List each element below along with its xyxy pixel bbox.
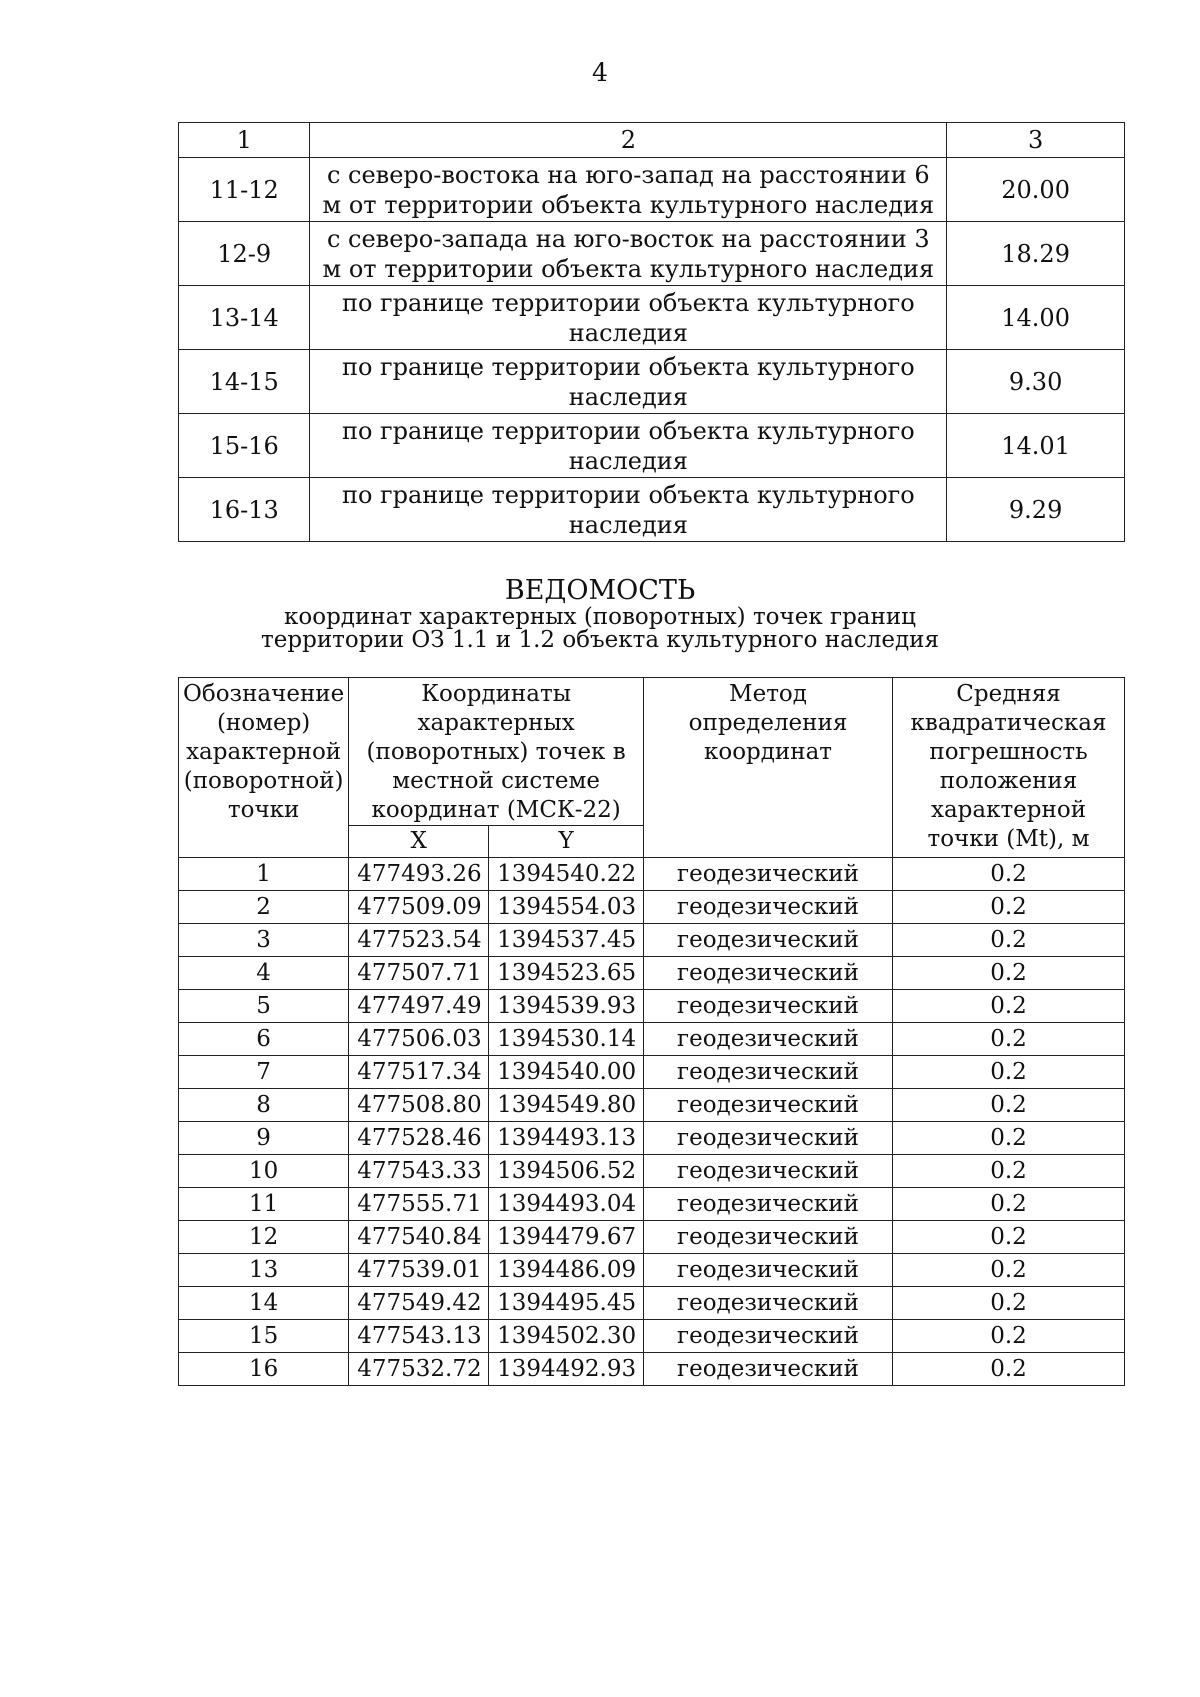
y-coordinate-cell: 1394540.00 bbox=[489, 1056, 644, 1089]
method-cell: геодезический bbox=[644, 1221, 893, 1254]
length-cell: 9.29 bbox=[947, 478, 1125, 542]
error-cell: 0.2 bbox=[893, 1353, 1125, 1386]
method-cell: геодезический bbox=[644, 957, 893, 990]
description-cell: с северо-запада на юго-восток на расстоянии 3 м от территории объекта культурного наследия bbox=[310, 222, 947, 286]
table-row bbox=[179, 891, 1125, 924]
segment-cell: 13-14 bbox=[179, 286, 310, 350]
table-row bbox=[179, 1155, 1125, 1188]
error-cell: 0.2 bbox=[893, 1023, 1125, 1056]
boundary-table bbox=[178, 122, 1125, 542]
segment-cell: 16-13 bbox=[179, 478, 310, 542]
point-number-cell: 8 bbox=[179, 1089, 349, 1122]
x-coordinate-cell: 477508.80 bbox=[349, 1089, 489, 1122]
method-cell: геодезический bbox=[644, 1188, 893, 1221]
table-row bbox=[179, 478, 1125, 542]
method-cell: геодезический bbox=[644, 924, 893, 957]
error-cell: 0.2 bbox=[893, 1287, 1125, 1320]
table-row bbox=[179, 1188, 1125, 1221]
statement-title: ВЕДОМОСТЬ bbox=[504, 575, 696, 606]
x-coordinate-cell: 477528.46 bbox=[349, 1122, 489, 1155]
x-coordinate-cell: 477543.33 bbox=[349, 1155, 489, 1188]
y-coordinate-cell: 1394540.22 bbox=[489, 858, 644, 891]
y-coordinate-cell: 1394486.09 bbox=[489, 1254, 644, 1287]
table-row bbox=[179, 1254, 1125, 1287]
description-cell: по границе территории объекта культурного наследия bbox=[310, 350, 947, 414]
segment-cell: 12-9 bbox=[179, 222, 310, 286]
y-header: Y bbox=[489, 826, 644, 858]
error-cell: 0.2 bbox=[893, 891, 1125, 924]
statement-title-block bbox=[0, 576, 1200, 652]
segment-cell: 14-15 bbox=[179, 350, 310, 414]
method-cell: геодезический bbox=[644, 858, 893, 891]
method-cell: геодезический bbox=[644, 1155, 893, 1188]
point-number-cell: 16 bbox=[179, 1353, 349, 1386]
y-coordinate-cell: 1394549.80 bbox=[489, 1089, 644, 1122]
designation-header: Обозначение (номер) характерной (поворотной) точки bbox=[179, 678, 349, 858]
point-number-cell: 7 bbox=[179, 1056, 349, 1089]
y-coordinate-cell: 1394537.45 bbox=[489, 924, 644, 957]
method-cell: геодезический bbox=[644, 1089, 893, 1122]
table-row bbox=[179, 1089, 1125, 1122]
coordinates-table bbox=[178, 677, 1125, 1386]
table-row bbox=[179, 158, 1125, 222]
error-cell: 0.2 bbox=[893, 1221, 1125, 1254]
x-coordinate-cell: 477532.72 bbox=[349, 1353, 489, 1386]
method-cell: геодезический bbox=[644, 1023, 893, 1056]
y-coordinate-cell: 1394495.45 bbox=[489, 1287, 644, 1320]
coordinates-header-row bbox=[179, 678, 1125, 826]
method-cell: геодезический bbox=[644, 1353, 893, 1386]
y-coordinate-cell: 1394506.52 bbox=[489, 1155, 644, 1188]
method-cell: геодезический bbox=[644, 1122, 893, 1155]
x-coordinate-cell: 477517.34 bbox=[349, 1056, 489, 1089]
point-number-cell: 3 bbox=[179, 924, 349, 957]
boundary-table-header-row bbox=[179, 123, 1125, 158]
table-row bbox=[179, 222, 1125, 286]
table-row bbox=[179, 1056, 1125, 1089]
point-number-cell: 6 bbox=[179, 1023, 349, 1056]
point-number-cell: 12 bbox=[179, 1221, 349, 1254]
y-coordinate-cell: 1394479.67 bbox=[489, 1221, 644, 1254]
x-coordinate-cell: 477507.71 bbox=[349, 957, 489, 990]
length-cell: 18.29 bbox=[947, 222, 1125, 286]
table-row bbox=[179, 414, 1125, 478]
y-coordinate-cell: 1394493.04 bbox=[489, 1188, 644, 1221]
x-coordinate-cell: 477497.49 bbox=[349, 990, 489, 1023]
column-header-2: 2 bbox=[310, 123, 947, 158]
statement-subtitle-line1: координат характерных (поворотных) точек границ bbox=[284, 604, 916, 630]
error-cell: 0.2 bbox=[893, 1089, 1125, 1122]
error-cell: 0.2 bbox=[893, 924, 1125, 957]
table-row bbox=[179, 924, 1125, 957]
x-coordinate-cell: 477543.13 bbox=[349, 1320, 489, 1353]
method-cell: геодезический bbox=[644, 1056, 893, 1089]
point-number-cell: 5 bbox=[179, 990, 349, 1023]
x-coordinate-cell: 477539.01 bbox=[349, 1254, 489, 1287]
point-number-cell: 1 bbox=[179, 858, 349, 891]
x-coordinate-cell: 477493.26 bbox=[349, 858, 489, 891]
statement-subtitle-line2: территории ОЗ 1.1 и 1.2 объекта культурного наследия bbox=[261, 627, 939, 653]
y-coordinate-cell: 1394492.93 bbox=[489, 1353, 644, 1386]
error-cell: 0.2 bbox=[893, 957, 1125, 990]
description-cell: с северо-востока на юго-запад на расстоянии 6 м от территории объекта культурного наследия bbox=[310, 158, 947, 222]
table-row bbox=[179, 1353, 1125, 1386]
table-row bbox=[179, 1023, 1125, 1056]
table-row bbox=[179, 990, 1125, 1023]
y-coordinate-cell: 1394530.14 bbox=[489, 1023, 644, 1056]
description-cell: по границе территории объекта культурного наследия bbox=[310, 478, 947, 542]
error-header: Средняя квадратическая погрешность положения характерной точки (Mt), м bbox=[893, 678, 1125, 858]
point-number-cell: 14 bbox=[179, 1287, 349, 1320]
error-cell: 0.2 bbox=[893, 1254, 1125, 1287]
x-coordinate-cell: 477509.09 bbox=[349, 891, 489, 924]
column-header-3: 3 bbox=[947, 123, 1125, 158]
segment-cell: 11-12 bbox=[179, 158, 310, 222]
error-cell: 0.2 bbox=[893, 990, 1125, 1023]
error-cell: 0.2 bbox=[893, 858, 1125, 891]
description-cell: по границе территории объекта культурного наследия bbox=[310, 414, 947, 478]
length-cell: 20.00 bbox=[947, 158, 1125, 222]
table-row bbox=[179, 1122, 1125, 1155]
point-number-cell: 15 bbox=[179, 1320, 349, 1353]
y-coordinate-cell: 1394523.65 bbox=[489, 957, 644, 990]
error-cell: 0.2 bbox=[893, 1122, 1125, 1155]
method-header: Метод определения координат bbox=[644, 678, 893, 858]
length-cell: 9.30 bbox=[947, 350, 1125, 414]
error-cell: 0.2 bbox=[893, 1056, 1125, 1089]
length-cell: 14.00 bbox=[947, 286, 1125, 350]
table-row bbox=[179, 1320, 1125, 1353]
table-row bbox=[179, 350, 1125, 414]
coordinates-header: Координаты характерных (поворотных) точек в местной системе координат (МСК-22) bbox=[349, 678, 644, 826]
table-row bbox=[179, 1221, 1125, 1254]
segment-cell: 15-16 bbox=[179, 414, 310, 478]
point-number-cell: 10 bbox=[179, 1155, 349, 1188]
y-coordinate-cell: 1394493.13 bbox=[489, 1122, 644, 1155]
error-cell: 0.2 bbox=[893, 1188, 1125, 1221]
x-coordinate-cell: 477523.54 bbox=[349, 924, 489, 957]
table-row bbox=[179, 858, 1125, 891]
method-cell: геодезический bbox=[644, 990, 893, 1023]
y-coordinate-cell: 1394502.30 bbox=[489, 1320, 644, 1353]
point-number-cell: 13 bbox=[179, 1254, 349, 1287]
method-cell: геодезический bbox=[644, 891, 893, 924]
error-cell: 0.2 bbox=[893, 1155, 1125, 1188]
point-number-cell: 11 bbox=[179, 1188, 349, 1221]
y-coordinate-cell: 1394554.03 bbox=[489, 891, 644, 924]
point-number-cell: 4 bbox=[179, 957, 349, 990]
point-number-cell: 9 bbox=[179, 1122, 349, 1155]
error-cell: 0.2 bbox=[893, 1320, 1125, 1353]
x-coordinate-cell: 477540.84 bbox=[349, 1221, 489, 1254]
method-cell: геодезический bbox=[644, 1254, 893, 1287]
method-cell: геодезический bbox=[644, 1287, 893, 1320]
page-number: 4 bbox=[592, 58, 608, 87]
length-cell: 14.01 bbox=[947, 414, 1125, 478]
method-cell: геодезический bbox=[644, 1320, 893, 1353]
x-header: X bbox=[349, 826, 489, 858]
table-row bbox=[179, 957, 1125, 990]
x-coordinate-cell: 477549.42 bbox=[349, 1287, 489, 1320]
description-cell: по границе территории объекта культурного наследия bbox=[310, 286, 947, 350]
x-coordinate-cell: 477555.71 bbox=[349, 1188, 489, 1221]
table-row bbox=[179, 1287, 1125, 1320]
point-number-cell: 2 bbox=[179, 891, 349, 924]
column-header-1: 1 bbox=[179, 123, 310, 158]
y-coordinate-cell: 1394539.93 bbox=[489, 990, 644, 1023]
x-coordinate-cell: 477506.03 bbox=[349, 1023, 489, 1056]
table-row bbox=[179, 286, 1125, 350]
